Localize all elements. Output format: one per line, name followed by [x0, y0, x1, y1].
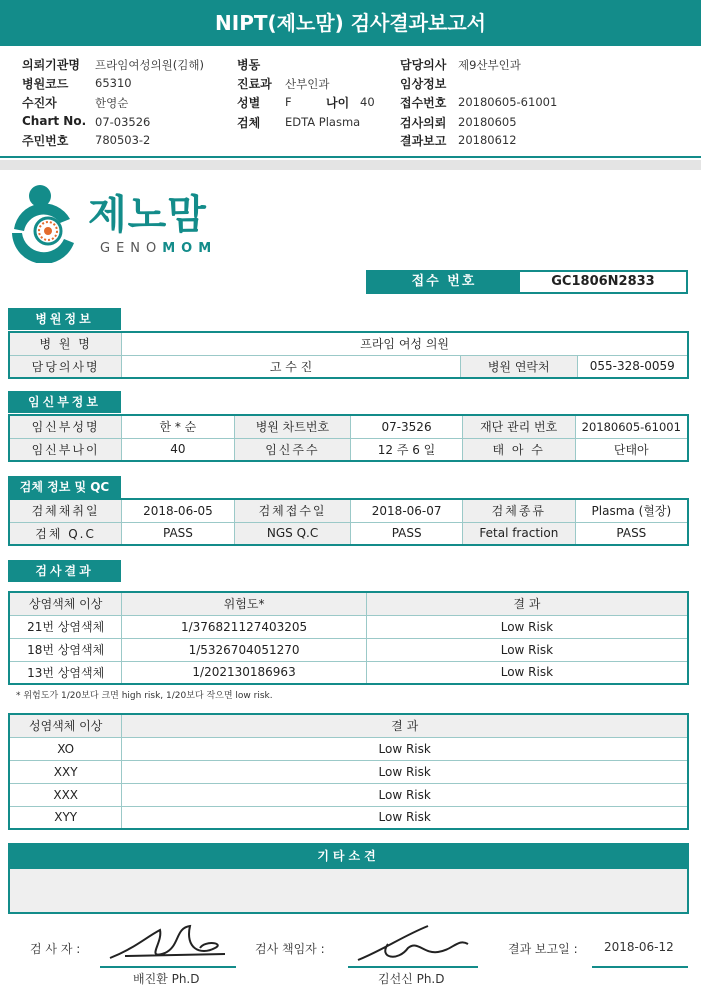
clinical-label: 임상정보 — [400, 77, 447, 91]
hospital-doctor-value: 고 수 진 — [122, 355, 461, 378]
receipt-box-label: 접수 번호 — [368, 272, 520, 292]
tester-label: 검 사 자 : — [30, 942, 81, 956]
specimen-type-label: 검체종류 — [462, 499, 575, 522]
chief-signature — [348, 918, 478, 968]
institution-label: 의뢰기관명 — [22, 58, 80, 72]
sex-chrom-head-result: 결 과 — [122, 714, 688, 737]
sex-chrom-name: XO — [9, 737, 122, 760]
chief-signature-line — [348, 966, 478, 968]
pregnant-weeks-value: 12 주 6 일 — [351, 438, 463, 461]
pregnant-mgmt-label: 재단 관리 번호 — [462, 415, 575, 438]
age-value: 40 — [360, 95, 375, 109]
tester-name: 배진환 Ph.D — [133, 972, 200, 986]
table-row — [9, 760, 688, 783]
autosome-name: 21번 상염색체 — [9, 615, 122, 638]
pregnant-mgmt-value: 20180605-61001 — [575, 415, 688, 438]
autosome-risk: 1/5326704051270 — [122, 638, 366, 661]
table-row — [9, 638, 688, 661]
autosome-name: 13번 상염색체 — [9, 661, 122, 684]
age-label: 나이 — [326, 96, 350, 110]
tester-signature-line — [100, 966, 236, 968]
section-results: 검사결과 — [8, 560, 121, 582]
pregnant-name-label: 임신부성명 — [9, 415, 122, 438]
sex-value: F — [285, 95, 292, 109]
section-pregnant: 임신부정보 — [8, 391, 121, 413]
genomom-logo-mark — [8, 183, 86, 263]
sex-chrom-name: XYY — [9, 806, 122, 829]
specimen-value: EDTA Plasma — [285, 115, 361, 129]
chief-name: 김선신 Ph.D — [378, 972, 445, 986]
hospital-name-value: 프라임 여성 의원 — [122, 332, 688, 355]
ward-label: 병동 — [237, 58, 261, 72]
hospital-table — [8, 331, 689, 379]
receipt-value: 20180605-61001 — [458, 95, 558, 109]
pregnant-table — [8, 414, 689, 462]
patient-label: 수진자 — [22, 96, 57, 110]
logo-sub-a: GENO — [100, 241, 163, 256]
divider-band — [0, 160, 701, 170]
pregnant-weeks-label: 임신주수 — [234, 438, 351, 461]
doctor-value: 제9산부인과 — [458, 58, 521, 72]
sex-chrom-result: Low Risk — [122, 737, 688, 760]
receipt-label: 접수번호 — [400, 96, 447, 110]
specimen-collect-label: 검체채취일 — [9, 499, 122, 522]
specimen-receive-value: 2018-06-07 — [351, 499, 463, 522]
specimen-ngs-value: PASS — [351, 522, 463, 545]
specimen-qc-label: 검체 Q.C — [9, 522, 122, 545]
section-hospital: 병원정보 — [8, 308, 121, 330]
autosome-table — [8, 591, 689, 685]
specimen-ff-value: PASS — [575, 522, 688, 545]
sex-chrom-result: Low Risk — [122, 760, 688, 783]
other-remarks-body — [8, 869, 689, 914]
specimen-label: 검체 — [237, 116, 261, 130]
resident-value: 780503-2 — [95, 133, 151, 147]
receipt-box-value: GC1806N2833 — [551, 274, 655, 289]
sex-chrom-name: XXY — [9, 760, 122, 783]
autosome-result: Low Risk — [366, 661, 688, 684]
logo-sub-b: MOM — [162, 241, 218, 256]
sex-chrom-result: Low Risk — [122, 806, 688, 829]
chart-value: 07-03526 — [95, 115, 151, 129]
logo-wordmark: 제노맘 — [88, 192, 207, 238]
doctor-label: 담당의사 — [400, 58, 447, 72]
specimen-ff-label: Fetal fraction — [462, 522, 575, 545]
report-date-line — [592, 966, 688, 968]
specimen-receive-label: 검체접수일 — [234, 499, 351, 522]
tester-signature — [105, 918, 235, 968]
specimen-ngs-label: NGS Q.C — [234, 522, 351, 545]
report-title: NIPT(제노맘) 검사결과보고서 — [0, 0, 701, 46]
autosome-head-result: 결 과 — [366, 592, 688, 615]
autosome-head-risk: 위험도* — [122, 592, 366, 615]
report-value: 20180612 — [458, 133, 517, 147]
table-row — [9, 737, 688, 760]
pregnant-age-value: 40 — [122, 438, 234, 461]
pregnant-fetus-label: 태 아 수 — [462, 438, 575, 461]
sex-chrom-result: Low Risk — [122, 783, 688, 806]
table-row — [9, 615, 688, 638]
dept-label: 진료과 — [237, 77, 272, 91]
institution-value: 프라임여성의원(김해) — [95, 58, 204, 72]
receipt-box — [366, 270, 688, 294]
risk-footnote: * 위험도가 1/20보다 크면 high risk, 1/20보다 작으면 low risk. — [16, 691, 273, 701]
report-header — [0, 46, 701, 158]
resident-label: 주민번호 — [22, 134, 69, 148]
pregnant-chart-value: 07-3526 — [351, 415, 463, 438]
table-row — [9, 661, 688, 684]
chart-label: Chart No. — [22, 114, 87, 128]
genomom-logo — [8, 183, 238, 263]
report-label: 결과보고 — [400, 134, 447, 148]
autosome-result: Low Risk — [366, 638, 688, 661]
sex-label: 성별 — [237, 96, 261, 110]
report-date-label: 결과 보고일 : — [508, 942, 578, 956]
pregnant-name-value: 한 * 순 — [122, 415, 234, 438]
pregnant-chart-label: 병원 차트번호 — [234, 415, 351, 438]
request-value: 20180605 — [458, 115, 517, 129]
sex-chrom-name: XXX — [9, 783, 122, 806]
pregnant-age-label: 임신부나이 — [9, 438, 122, 461]
table-row — [9, 783, 688, 806]
sex-chrom-head-abn: 성염색체 이상 — [9, 714, 122, 737]
hospital-contact-label: 병원 연락처 — [460, 355, 577, 378]
patient-value: 한영순 — [95, 96, 129, 110]
autosome-head-abn: 상염색체 이상 — [9, 592, 122, 615]
specimen-qc-value: PASS — [122, 522, 235, 545]
other-remarks-header: 기타소견 — [8, 843, 689, 869]
hospital-contact-value: 055-328-0059 — [577, 355, 688, 378]
chief-label: 검사 책임자 : — [255, 942, 325, 956]
specimen-collect-value: 2018-06-05 — [122, 499, 235, 522]
hospital-doctor-label: 담당의사명 — [9, 355, 122, 378]
pregnant-fetus-value: 단태아 — [575, 438, 688, 461]
sex-chrom-table — [8, 713, 689, 830]
autosome-result: Low Risk — [366, 615, 688, 638]
logo-subtitle — [100, 241, 217, 256]
hospital-name-label: 병 원 명 — [9, 332, 122, 355]
hospital-code-value: 65310 — [95, 76, 132, 90]
specimen-table — [8, 498, 689, 546]
autosome-name: 18번 상염색체 — [9, 638, 122, 661]
section-specimen: 검체 정보 및 QC — [8, 476, 121, 498]
request-label: 검사의뢰 — [400, 116, 447, 130]
dept-value: 산부인과 — [285, 77, 330, 91]
table-row — [9, 806, 688, 829]
autosome-risk: 1/202130186963 — [122, 661, 366, 684]
autosome-risk: 1/376821127403205 — [122, 615, 366, 638]
hospital-code-label: 병원코드 — [22, 77, 69, 91]
specimen-type-value: Plasma (혈장) — [575, 499, 688, 522]
report-date-value: 2018-06-12 — [604, 940, 674, 954]
